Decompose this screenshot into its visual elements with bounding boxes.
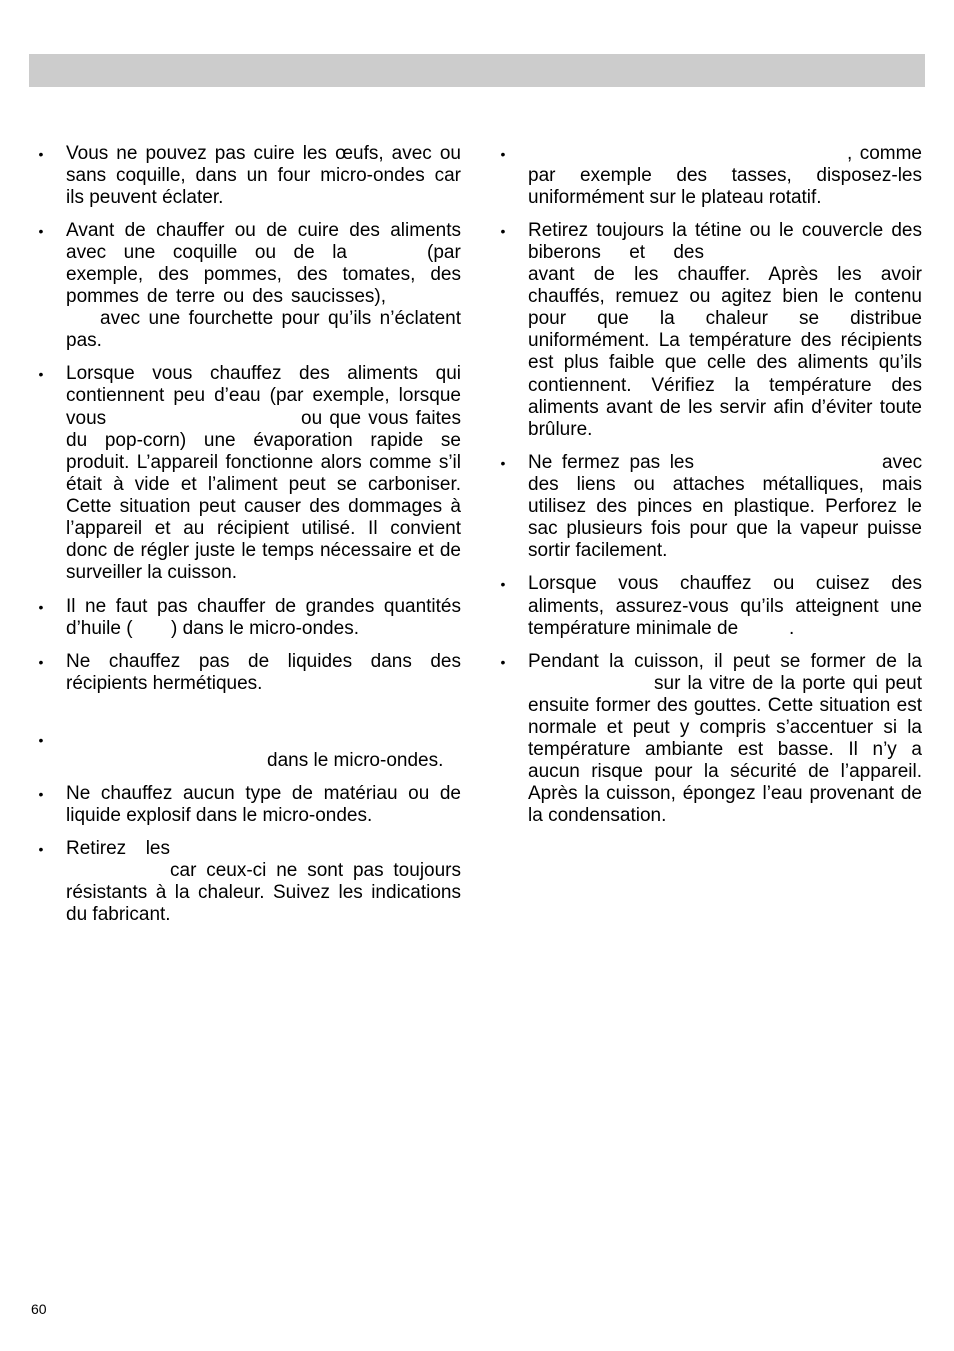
text-line: est plus faible que celle des aliments qu’ils bbox=[528, 352, 922, 373]
text-line: du pop-corn) une évaporation rapide se bbox=[66, 430, 461, 451]
text-line: Cette situation peut causer des dommages à bbox=[66, 496, 461, 517]
text-line: aliments avant de les servir afin d’éviter toute bbox=[528, 397, 922, 418]
page-number: 60 bbox=[31, 1301, 47, 1317]
text-line: résistants à la chaleur. Suivez les indications bbox=[66, 882, 461, 903]
text-line: aucun risque pour la sécurité de l’appareil. bbox=[528, 761, 922, 782]
text-line: ils peuvent éclater. bbox=[66, 187, 224, 208]
text-line: Vous ne pouvez pas cuire les œufs, avec ou bbox=[66, 143, 461, 164]
text-line: produit. L’appareil fonctionne alors comme s’il bbox=[66, 452, 461, 473]
text-segment: température minimale de bbox=[528, 618, 739, 639]
text-line: contiennent peu d’eau (par exemple, lorsque bbox=[66, 385, 461, 406]
text-line: normale et peut y compris s’accentuer si la bbox=[528, 717, 922, 738]
text-line: Lorsque vous chauffez ou cuisez des bbox=[528, 573, 922, 594]
bullet-marker: • bbox=[38, 366, 44, 382]
text-line: aliments, assurez-vous qu’ils atteignent une bbox=[528, 596, 922, 617]
text-line: était à vide et l’aliment peut se carboniser. bbox=[66, 474, 461, 495]
text-line: sur la vitre de la porte qui peut bbox=[654, 673, 922, 694]
text-line: température ambiante est basse. Il n’y a bbox=[528, 739, 922, 760]
text-line: avant de les chauffer. Après les avoir bbox=[528, 264, 922, 285]
text-line: avec une fourchette pour qu’ils n’éclatent bbox=[100, 308, 461, 329]
text-line: récipients hermétiques. bbox=[66, 673, 263, 694]
text-line: pommes de terre ou des saucisses), bbox=[66, 286, 386, 307]
text-segment: (par bbox=[427, 242, 461, 263]
text-segment: ou que vous faites bbox=[301, 408, 461, 429]
text-line: des liens ou attaches métalliques, mais bbox=[528, 474, 922, 495]
text-line: pas. bbox=[66, 330, 102, 351]
text-line: liquide explosif dans le micro-ondes. bbox=[66, 805, 373, 826]
bullet-marker: • bbox=[38, 654, 44, 670]
text-line: uniformément sur le plateau rotatif. bbox=[528, 187, 822, 208]
text-line: car ceux-ci ne sont pas toujours bbox=[170, 860, 461, 881]
text-line: Après la cuisson, épongez l’eau provenant de bbox=[528, 783, 922, 804]
text-segment: . bbox=[789, 618, 795, 639]
text-segment: d’huile ( bbox=[66, 618, 133, 639]
text-line: du fabricant. bbox=[66, 904, 171, 925]
bullet-marker: • bbox=[38, 786, 44, 802]
text-line: biberons et des bbox=[528, 242, 704, 263]
text-segment: avec bbox=[882, 452, 923, 473]
bullet-marker: • bbox=[500, 146, 506, 162]
bullet-marker: • bbox=[38, 732, 44, 748]
text-line: par exemple des tasses, disposez-les bbox=[528, 165, 922, 186]
text-line: sans coquille, dans un four micro-ondes car bbox=[66, 165, 461, 186]
text-line: contiennent. Vérifiez la température des bbox=[528, 375, 922, 396]
bullet-marker: • bbox=[500, 576, 506, 592]
text-segment: Ne fermez pas les bbox=[528, 452, 694, 473]
text-line: Retirez toujours la tétine ou le couvercle des bbox=[528, 220, 922, 241]
text-line: dans le micro-ondes. bbox=[267, 750, 444, 771]
text-line: Pendant la cuisson, il peut se former de la bbox=[528, 651, 922, 672]
text-line: sortir facilement. bbox=[528, 540, 668, 561]
bullet-marker: • bbox=[500, 455, 506, 471]
text-line: Ne chauffez pas de liquides dans des bbox=[66, 651, 461, 672]
text-line: Avant de chauffer ou de cuire des aliments bbox=[66, 220, 461, 241]
text-line: ensuite former des gouttes. Cette situation est bbox=[528, 695, 922, 716]
text-line: utilisez des pinces en plastique. Perforez le bbox=[528, 496, 922, 517]
text-line: sac plusieurs fois pour que la vapeur puisse bbox=[528, 518, 922, 539]
text-segment: ) dans le micro-ondes. bbox=[171, 618, 359, 639]
text-line: Ne chauffez aucun type de matériau ou de bbox=[66, 783, 461, 804]
text-line: pour que la chaleur se distribue bbox=[528, 308, 922, 329]
text-line: donc de régler juste le temps nécessaire et de bbox=[66, 540, 461, 561]
text-line: brûlure. bbox=[528, 419, 593, 440]
bullet-marker: • bbox=[38, 146, 44, 162]
text-line: Il ne faut pas chauffer de grandes quantités bbox=[66, 596, 461, 617]
bullet-marker: • bbox=[38, 223, 44, 239]
text-line: l’appareil et au récipient utilisé. Il convient bbox=[66, 518, 461, 539]
page-header-bar bbox=[29, 54, 925, 87]
text-line: uniformément. La température des récipients bbox=[528, 330, 922, 351]
text-line: chauffés, remuez ou agitez bien le contenu bbox=[528, 286, 922, 307]
text-line: , comme bbox=[847, 143, 922, 164]
text-line: Retirez les bbox=[66, 838, 170, 859]
bullet-marker: • bbox=[38, 841, 44, 857]
bullet-marker: • bbox=[500, 654, 506, 670]
text-segment: avec une coquille ou de la bbox=[66, 242, 347, 263]
text-segment: vous bbox=[66, 408, 107, 429]
text-line: surveiller la cuisson. bbox=[66, 562, 238, 583]
text-line: Lorsque vous chauffez des aliments qui bbox=[66, 363, 461, 384]
bullet-marker: • bbox=[38, 599, 44, 615]
text-line: la condensation. bbox=[528, 805, 667, 826]
bullet-marker: • bbox=[500, 223, 506, 239]
text-line: exemple, des pommes, des tomates, des bbox=[66, 264, 461, 285]
